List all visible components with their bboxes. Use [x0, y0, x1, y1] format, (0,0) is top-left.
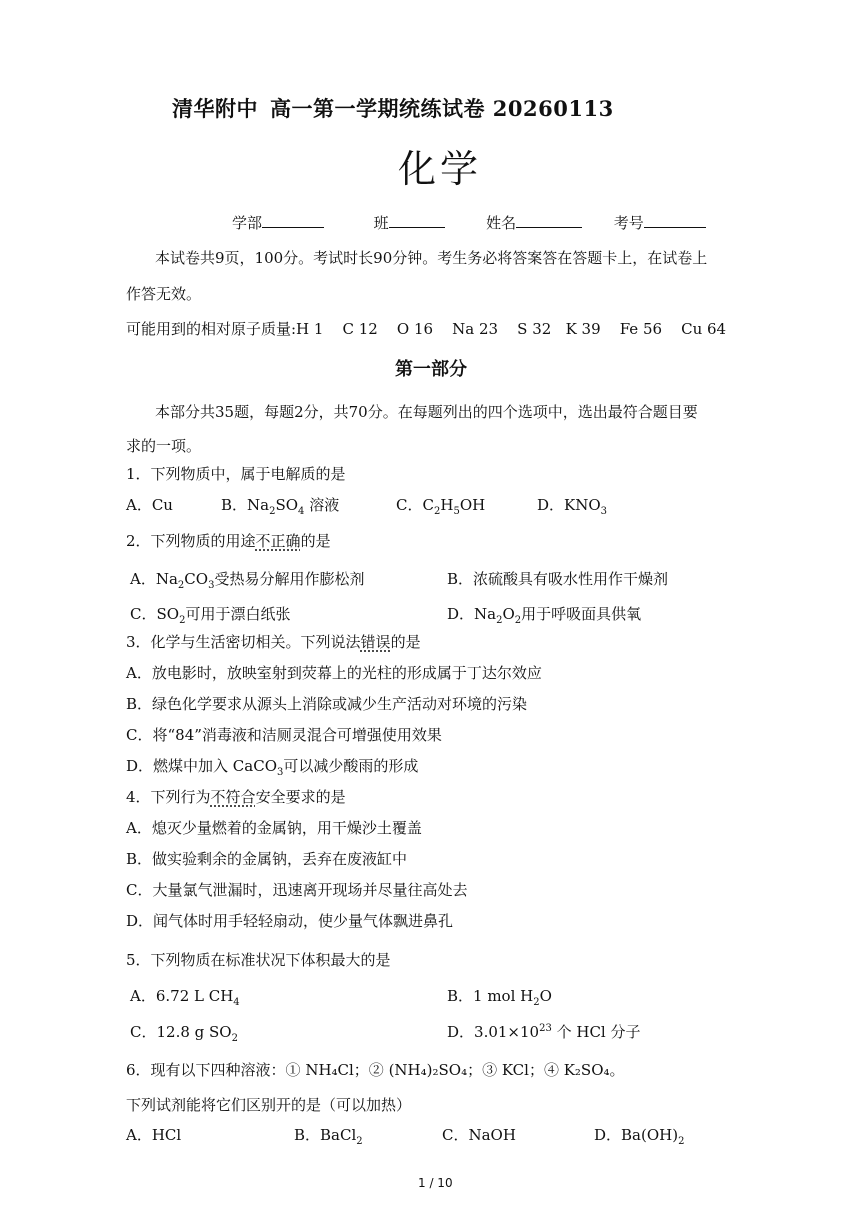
q2-c-post: 可用于漂白纸张	[185, 605, 291, 623]
q2-stem	[126, 534, 331, 549]
q4-stem	[126, 790, 346, 805]
q5-d-exponent: 23	[539, 1023, 552, 1034]
q1-stem: 1．下列物质中，属于电解质的是	[126, 465, 346, 483]
q6-substem: 下列试剂能将它们区别开的是（可以加热）	[126, 1096, 412, 1114]
q4-option-b: B．做实验剩余的金属钠，丢弃在废液缸中	[126, 850, 408, 868]
q3-option-d: D．燃煤中加入 CaCO$_3$可以减少酸雨的形成	[126, 757, 419, 778]
q4-stem-emphasis: 不符合	[210, 788, 256, 806]
q1-d-text: D．KNO	[537, 496, 601, 514]
q5-d-pre: D．3.01×10	[447, 1023, 540, 1041]
dept-label: 学部	[232, 214, 263, 232]
atomic-masses: 可能用到的相对原子质量:H 1 C 12 O 16 Na 23 S 32 K 39 Fe 56 Cu 64	[126, 320, 727, 338]
q3-stem-pre: 3．化学与生活密切相关。下列说法	[126, 633, 361, 651]
q1-option-c: C．$C_2H_5OH$	[396, 496, 486, 517]
q5-option-b: B．1 mol $H_2O$	[447, 987, 552, 1008]
name-label: 姓名	[486, 214, 517, 232]
q5-c-pre: C．12.8 g SO	[130, 1023, 232, 1041]
part-title: 第一部分	[395, 359, 467, 380]
exam-no-blank	[644, 214, 706, 228]
intro-line-1: 本试卷共9页，100分。考试时长90分钟。考生务必将答案答在答题卡上，在试卷上	[155, 249, 708, 267]
q4-option-c: C．大量氯气泄漏时，迅速离开现场并尽量往高处去	[126, 881, 468, 899]
q3-d-pre: D．燃煤中加入 CaCO	[126, 757, 277, 775]
page-number: 1 / 10	[418, 1176, 453, 1190]
subject-title: 化学	[398, 147, 483, 191]
q3-option-a: A．放电影时，放映室射到荧幕上的光柱的形成属于丁达尔效应	[126, 664, 542, 682]
q3-option-c: C．将“84”消毒液和洁厕灵混合可增强使用效果	[126, 726, 442, 744]
q5-b-post: O	[539, 987, 552, 1005]
q6-option-a: A．HCl	[126, 1126, 182, 1144]
q2-stem-pre: 2．下列物质的用途	[126, 532, 256, 550]
q3-stem-post: 的是	[390, 633, 421, 651]
exam-header	[172, 98, 614, 119]
part-desc-1: 本部分共35题，每题2分，共70分。在每题列出的四个选项中，选出最符合题目要	[155, 403, 698, 421]
part-desc-2: 求的一项。	[126, 437, 202, 455]
q2-a-pre: A．Na	[130, 570, 178, 588]
q2-option-a: A．$Na_2CO_3$受热易分解用作膨松剂	[130, 570, 365, 591]
school-name: 清华附中	[172, 96, 258, 121]
q6-stem: 6．现有以下四种溶液：① NH₄Cl；② (NH₄)₂SO₄；③ KCl；④ K₂SO₄。	[126, 1061, 625, 1079]
q5-stem: 5．下列物质在标准状况下体积最大的是	[126, 951, 391, 969]
q2-stem-emphasis: 不正确	[255, 532, 301, 550]
q6-option-d: D．$Ba(OH)_2$	[594, 1126, 685, 1147]
q2-stem-post: 的是	[300, 532, 331, 550]
q4-stem-pre: 4．下列行为	[126, 788, 211, 806]
q2-option-b: B．浓硫酸具有吸水性用作干燥剂	[447, 570, 669, 588]
q3-d-post: 可以减少酸雨的形成	[283, 757, 419, 775]
q1-option-b: B．$Na_2SO_4$ 溶液	[221, 496, 340, 517]
q5-d-post: 个 HCl 分子	[551, 1023, 641, 1041]
q1-option-a: A．Cu	[126, 496, 173, 514]
class-label: 班	[373, 214, 389, 232]
q2-d-pre: D．Na	[447, 605, 497, 623]
q2-option-c: C．$SO_2$可用于漂白纸张	[130, 605, 291, 626]
dept-blank	[262, 214, 324, 228]
q6-b-pre: B．BaCl	[294, 1126, 357, 1144]
q3-option-b: B．绿色化学要求从源头上消除或减少生产活动对环境的污染	[126, 695, 528, 713]
q4-stem-post: 安全要求的是	[255, 788, 346, 806]
q5-option-c: C．12.8 g $SO_2$	[130, 1023, 238, 1044]
q5-option-a: A．6.72 L $CH_4$	[130, 987, 240, 1008]
q3-stem-emphasis: 错误	[360, 633, 391, 651]
intro-line-2: 作答无效。	[126, 285, 202, 303]
q2-option-d: D．$Na_2O_2$用于呼吸面具供氧	[447, 605, 642, 626]
student-info-line	[232, 214, 706, 231]
q1-option-d: D．$KNO_3$	[537, 496, 608, 517]
q5-option-d	[447, 1025, 641, 1040]
q4-option-d: D．闻气体时用手轻轻扇动，使少量气体飘进鼻孔	[126, 912, 454, 930]
q6-option-c: C．NaOH	[442, 1126, 516, 1144]
q1-c-text: C．C	[396, 496, 434, 514]
q1-b-text: B．Na	[221, 496, 270, 514]
exam-title: 高一第一学期统练试卷 20260113	[270, 96, 614, 121]
q5-a-pre: A．6.72 L CH	[130, 987, 234, 1005]
q4-option-a: A．熄灭少量燃着的金属钠，用干燥沙土覆盖	[126, 819, 422, 837]
q5-b-pre: B．1 mol H	[447, 987, 534, 1005]
q2-a-post: 受热易分解用作膨松剂	[214, 570, 365, 588]
q2-d-post: 用于呼吸面具供氧	[521, 605, 642, 623]
q1-b-suffix: 溶液	[304, 496, 340, 514]
q6-option-b: B．BaCl$_2$	[294, 1126, 363, 1147]
q2-c-pre: C．SO	[130, 605, 180, 623]
class-blank	[389, 214, 445, 228]
q6-d-pre: D．Ba(OH)	[594, 1126, 679, 1144]
q3-stem	[126, 635, 421, 650]
name-blank	[516, 214, 582, 228]
exam-no-label: 考号	[613, 214, 644, 232]
